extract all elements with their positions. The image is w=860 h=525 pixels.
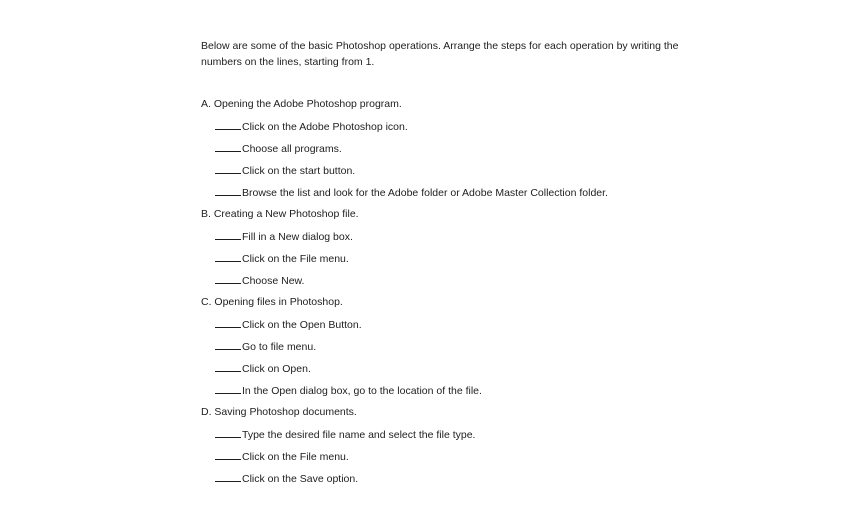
step-item — [201, 448, 801, 470]
step-text: Type the desired file name and select the file type. — [242, 429, 476, 441]
step-item — [201, 426, 801, 448]
answer-blank[interactable] — [215, 448, 241, 460]
step-item — [201, 228, 801, 250]
step-item — [201, 140, 801, 162]
step-text: Go to file menu. — [242, 341, 317, 353]
step-item — [201, 338, 801, 360]
answer-blank[interactable] — [215, 140, 241, 152]
answer-blank[interactable] — [215, 162, 241, 174]
section-heading: B. Creating a New Photoshop file. — [201, 208, 359, 220]
answer-blank[interactable] — [215, 470, 241, 482]
answer-blank[interactable] — [215, 228, 241, 240]
step-text: Choose all programs. — [242, 143, 342, 155]
operations-list — [201, 96, 801, 492]
answer-blank[interactable] — [215, 360, 241, 372]
step-text: Click on the Open Button. — [242, 319, 362, 331]
step-text: Click on the File menu. — [242, 253, 349, 265]
step-item — [201, 382, 801, 404]
step-text: Click on the Save option. — [242, 473, 359, 485]
answer-blank[interactable] — [215, 272, 241, 284]
answer-blank[interactable] — [215, 250, 241, 262]
step-item — [201, 250, 801, 272]
step-item — [201, 118, 801, 140]
section-opening-program — [201, 96, 801, 206]
step-item — [201, 272, 801, 294]
step-item — [201, 360, 801, 382]
instructions-text: Below are some of the basic Photoshop operations. Arrange the steps for each operation by writing the numbers on the lines, starting from 1. — [201, 40, 679, 68]
section-heading: C. Opening files in Photoshop. — [201, 296, 343, 308]
answer-blank[interactable] — [215, 338, 241, 350]
answer-blank[interactable] — [215, 426, 241, 438]
step-item — [201, 316, 801, 338]
answer-blank[interactable] — [215, 118, 241, 130]
step-text: Click on the File menu. — [242, 451, 349, 463]
section-saving-documents — [201, 404, 801, 492]
answer-blank[interactable] — [215, 382, 241, 394]
answer-blank[interactable] — [215, 316, 241, 328]
step-text: Click on the start button. — [242, 165, 356, 177]
step-text: Browse the list and look for the Adobe folder or Adobe Master Collection folder. — [242, 187, 608, 199]
step-text: In the Open dialog box, go to the location of the file. — [242, 385, 482, 397]
section-creating-file — [201, 206, 801, 294]
step-text: Fill in a New dialog box. — [242, 231, 353, 243]
answer-blank[interactable] — [215, 184, 241, 196]
step-item — [201, 470, 801, 492]
step-text: Click on Open. — [242, 363, 311, 375]
section-heading: D. Saving Photoshop documents. — [201, 406, 357, 418]
step-text: Click on the Adobe Photoshop icon. — [242, 121, 408, 133]
step-item — [201, 162, 801, 184]
section-heading: A. Opening the Adobe Photoshop program. — [201, 98, 402, 110]
section-opening-files — [201, 294, 801, 404]
step-item — [201, 184, 801, 206]
step-text: Choose New. — [242, 275, 305, 287]
